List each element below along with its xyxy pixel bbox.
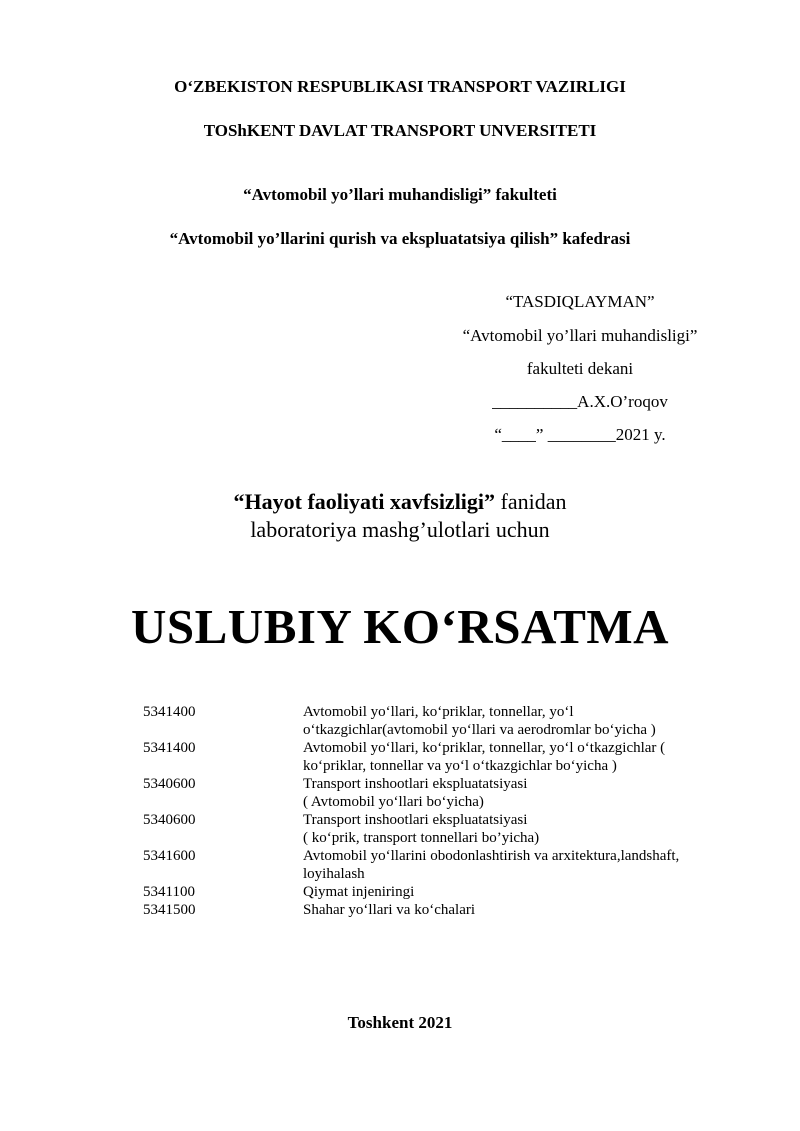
- program-name: Avtomobil yo‘llari, ko‘priklar, tonnellar, yo‘l o‘tkazgichlar ( ko‘priklar, tonnellar va yo‘l o‘tkazgichlar bo‘yicha ): [303, 740, 666, 774]
- program-code: 5340600: [143, 776, 196, 792]
- program-code: 5341400: [143, 704, 196, 720]
- approval-signature: __________A.X.O’roqov: [492, 392, 668, 411]
- subject-line-1: [0, 488, 800, 516]
- program-code: 5341500: [143, 902, 196, 918]
- approval-title: “TASDIQLAYMAN”: [505, 292, 655, 311]
- program-code: 5341100: [143, 884, 195, 900]
- program-code: 5341400: [143, 740, 196, 756]
- program-row: [143, 901, 713, 919]
- subject-block: [0, 488, 800, 544]
- subject-suffix: fanidan: [495, 489, 567, 514]
- document-title: USLUBIY KO‘RSATMA: [130, 599, 670, 654]
- program-name: Qiymat injeniringi: [303, 884, 415, 900]
- approval-position: fakulteti dekani: [526, 359, 634, 378]
- program-row: [143, 775, 713, 811]
- program-name: Transport inshootlari ekspluatatsiyasi ( Avtomobil yo‘llari bo‘yicha): [303, 776, 528, 810]
- department-title: “Avtomobil yo’llarini qurish va ekspluatatsiya qilish” kafedrasi: [169, 229, 631, 248]
- footer-city-year: Toshkent 2021: [347, 1013, 453, 1032]
- program-name: Shahar yo‘llari va ko‘chalari: [303, 902, 476, 918]
- university-title: TOShKENT DAVLAT TRANSPORT UNVERSITETI: [203, 121, 597, 140]
- faculty-title: “Avtomobil yo’llari muhandisligi” fakulteti: [243, 185, 557, 204]
- program-row: [143, 739, 713, 775]
- program-row: [143, 883, 713, 901]
- program-row: [143, 703, 713, 739]
- program-name: Avtomobil yo‘llarini obodonlashtirish va arxitektura,landshaft, loyihalash: [303, 848, 680, 882]
- ministry-title: O‘ZBEKISTON RESPUBLIKASI TRANSPORT VAZIRLIGI: [174, 77, 626, 96]
- subject-name: “Hayot faoliyati xavfsizligi”: [233, 489, 496, 514]
- approval-date: “____” ________2021 y.: [494, 425, 666, 444]
- program-code: 5340600: [143, 812, 196, 828]
- subject-line-2: laboratoriya mashg’ulotlari uchun: [250, 517, 550, 542]
- program-row: [143, 847, 713, 883]
- program-code: 5341600: [143, 848, 196, 864]
- program-name: Transport inshootlari ekspluatatsiyasi ( ko‘prik, transport tonnellari bo’yicha): [303, 812, 540, 846]
- programs-table: [143, 703, 713, 919]
- approval-faculty: “Avtomobil yo’llari muhandisligi”: [462, 326, 698, 345]
- program-row: [143, 811, 713, 847]
- program-name: Avtomobil yo‘llari, ko‘priklar, tonnellar, yo‘l o‘tkazgichlar(avtomobil yo‘llari va aerodromlar bo‘yicha ): [303, 704, 656, 738]
